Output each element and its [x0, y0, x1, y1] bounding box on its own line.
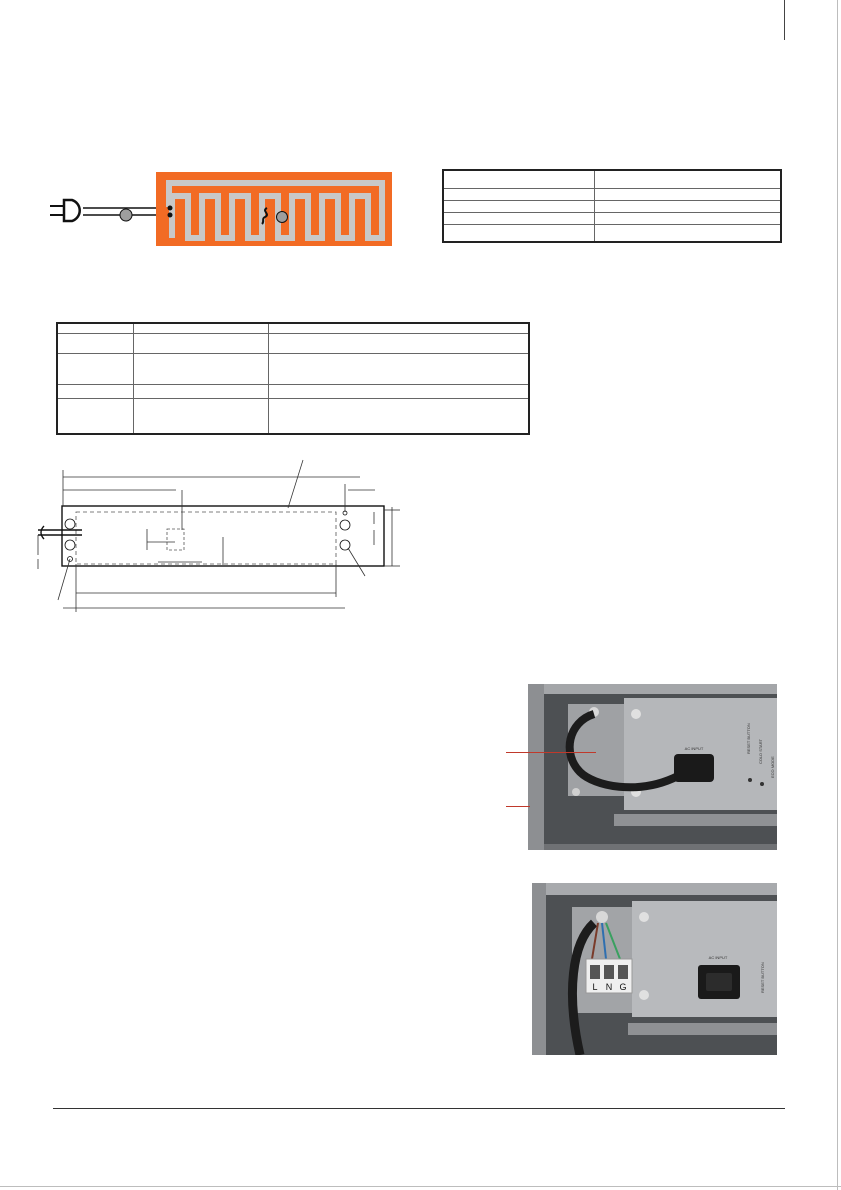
panel-label: COLD START [758, 739, 763, 764]
wire-terminal [168, 206, 173, 211]
table-row [443, 224, 781, 242]
table-row [57, 398, 529, 434]
terminal-block-photo [532, 883, 777, 1055]
table-row [443, 170, 781, 188]
table-row [57, 323, 529, 333]
callout-line [506, 752, 596, 753]
reset-button-label: RESET BUTTON [760, 962, 765, 993]
heater-schematic [50, 168, 395, 250]
callout-line [506, 806, 530, 807]
table-row [443, 212, 781, 224]
ac-input-label: AC INPUT [708, 955, 728, 960]
table-row [443, 200, 781, 212]
footer-rule [53, 1108, 785, 1109]
cable-exit [38, 526, 82, 539]
power-plug [674, 754, 714, 782]
spec-table-small [442, 169, 782, 243]
terminal-label-l: L [592, 982, 598, 992]
terminal-block [586, 959, 632, 993]
dimension-drawing [30, 452, 410, 622]
table-row [57, 333, 529, 353]
crop-mark [784, 0, 785, 40]
ac-input-label: AC INPUT [684, 746, 704, 751]
leader-lines [58, 460, 365, 600]
heating-zone-outline [76, 512, 336, 564]
spec-table-large [56, 322, 530, 435]
terminal-label-n: N [605, 982, 613, 992]
mounting-holes [65, 511, 350, 562]
thermostat-sensor [277, 212, 288, 223]
panel-label: RESET BUTTON [746, 723, 751, 754]
page-edge [0, 1186, 841, 1187]
thermostat-outline [167, 529, 184, 550]
power-plug-icon [50, 200, 80, 221]
table-row [57, 384, 529, 398]
panel-label: ECO MODE [770, 756, 775, 778]
table-row [443, 188, 781, 200]
page-edge [837, 0, 838, 1190]
thermal-fuse-icon [120, 209, 132, 221]
cabinet-photo-plugged [528, 684, 777, 850]
dimension-lines [38, 470, 400, 612]
terminal-label-g: G [619, 982, 627, 992]
wire-terminal [168, 213, 173, 218]
table-row [57, 354, 529, 385]
